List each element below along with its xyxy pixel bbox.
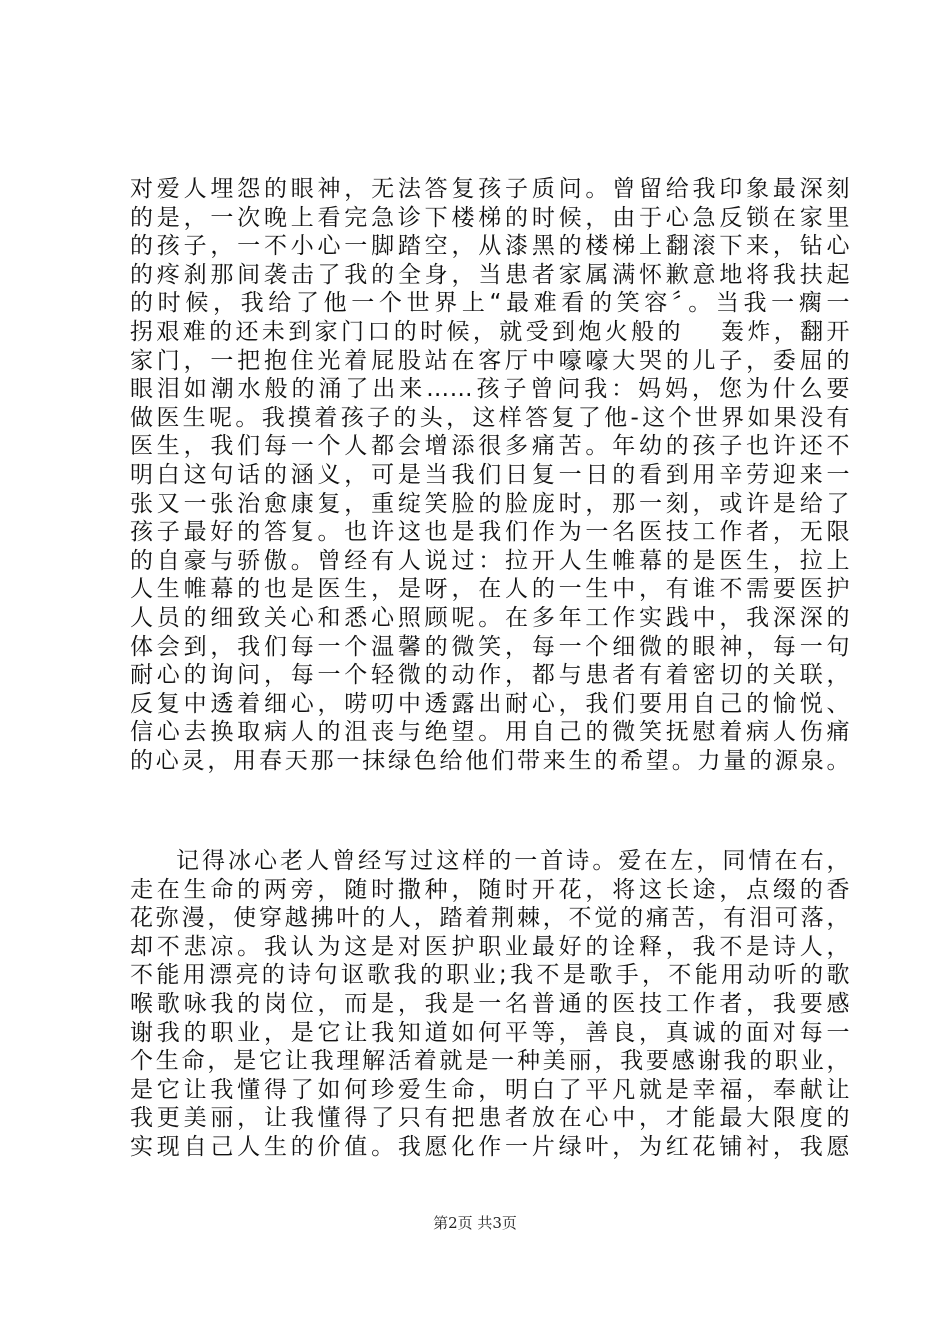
text-line: 张又一张治愈康复，重绽笑脸的脸庞时，那一刻，或许是给了: [130, 490, 850, 517]
text-line: 明白这句话的涵义，可是当我们日复一日的看到用辛劳迎来一: [130, 461, 850, 488]
text-line: 信心去换取病人的沮丧与绝望。用自己的微笑抚慰着病人伤痛: [130, 719, 850, 746]
text-line: 体会到，我们每一个温馨的微笑，每一个细微的眼神，每一句: [130, 633, 850, 660]
text-line: 反复中透着细心，唠叨中透露出耐心，我们要用自己的愉悦、: [130, 690, 850, 717]
text-line: 却不悲凉。我认为这是对医护职业最好的诠释，我不是诗人，: [130, 933, 850, 960]
text-line: 的疼刹那间袭击了我的全身，当患者家属满怀歉意地将我扶起: [130, 261, 850, 288]
text-line: 做医生呢。我摸着孩子的头，这样答复了他-这个世界如果没有: [130, 404, 850, 431]
text-line: 我更美丽，让我懂得了只有把患者放在心中，才能最大限度的: [130, 1105, 850, 1132]
text-line: 花弥漫，使穿越拂叶的人，踏着荆棘，不觉的痛苦，有泪可落，: [130, 905, 850, 932]
text-line: 的自豪与骄傲。曾经有人说过：拉开人生帷幕的是医生，拉上: [130, 547, 850, 574]
text-line: 是它让我懂得了如何珍爱生命，明白了平凡就是幸福，奉献让: [130, 1076, 850, 1103]
text-line: 医生，我们每一个人都会增添很多痛苦。年幼的孩子也许还不: [130, 433, 850, 460]
text-line: 对爱人埋怨的眼神，无法答复孩子质问。曾留给我印象最深刻: [130, 176, 850, 202]
text-line: 耐心的询问，每一个轻微的动作，都与患者有着密切的关联，: [130, 662, 850, 689]
text-line: 的心灵，用春天那一抹绿色给他们带来生的希望。力量的源泉。: [130, 747, 850, 774]
paragraph-2: [130, 847, 850, 1162]
text-line: 人员的细致关心和悉心照顾呢。在多年工作实践中，我深深的: [130, 604, 850, 631]
text-line: 记得冰心老人曾经写过这样的一首诗。爱在左，同情在右，: [176, 848, 850, 874]
text-line: 不能用漂亮的诗句讴歌我的职业;我不是歌手，不能用动听的歌: [130, 962, 850, 989]
text-line: 孩子最好的答复。也许这也是我们作为一名医技工作者，无限: [130, 519, 850, 546]
text-line: 拐艰难的还未到家门口的时候，就受到炮火般的 轰炸，翻开: [130, 318, 850, 345]
text-line: 的时候，我给了他一个世界上“最难看的笑容〞。当我一瘸一: [130, 290, 850, 317]
paragraph-1: [130, 175, 850, 775]
text-line: 眼泪如潮水般的涌了出来……孩子曾问我：妈妈，您为什么要: [130, 376, 850, 403]
text-line: 实现自己人生的价值。我愿化作一片绿叶，为红花铺衬，我愿: [130, 1133, 850, 1160]
text-line: 人生帷幕的也是医生，是呀，在人的一生中，有谁不需要医护: [130, 576, 850, 603]
text-line: 走在生命的两旁，随时撒种，随时开花，将这长途，点缀的香: [130, 876, 850, 903]
text-line: 喉歌咏我的岗位，而是，我是一名普通的医技工作者，我要感: [130, 990, 850, 1017]
text-line: 的孩子，一不小心一脚踏空，从漆黑的楼梯上翻滚下来，钻心: [130, 233, 850, 260]
text-line: 谢我的职业，是它让我知道如何平等，善良，真诚的面对每一: [130, 1019, 850, 1046]
text-line: 家门，一把抱住光着屁股站在客厅中嚎嚎大哭的儿子，委屈的: [130, 347, 850, 374]
page-footer: 第2页 共3页: [433, 1214, 517, 1232]
text-line: 个生命，是它让我理解活着就是一种美丽，我要感谢我的职业，: [130, 1048, 850, 1075]
text-line: 的是，一次晚上看完急诊下楼梯的时候，由于心急反锁在家里: [130, 204, 850, 231]
